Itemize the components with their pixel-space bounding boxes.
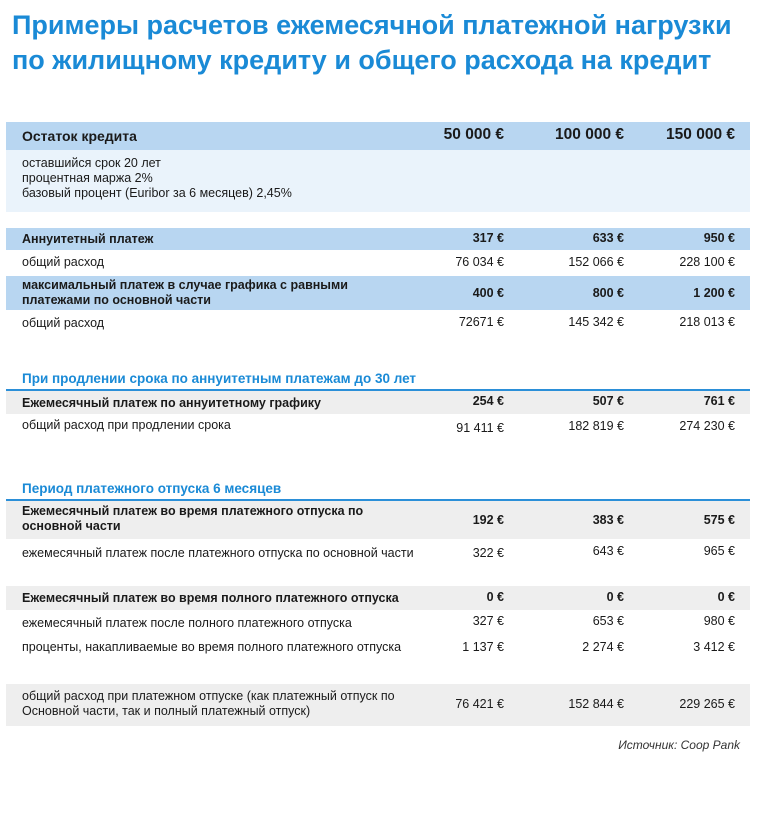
extension-row — [6, 391, 750, 414]
page-title: Примеры расчетов ежемесячной платежной нагрузки по жилищному кредиту и общего расхода на кредит — [12, 10, 732, 75]
holiday-after-principal-2: 643 € — [592, 544, 624, 558]
condition-base-rate: базовый процент (Euribor за 6 месяцев) 2,45% — [22, 186, 292, 200]
header-value-2: 100 000 € — [555, 126, 624, 143]
annuity-total-1: 76 034 € — [455, 255, 504, 269]
conditions-block — [6, 150, 750, 212]
extension-total-3: 274 230 € — [679, 419, 735, 433]
extension-label: Ежемесячный платеж по аннуитетному графику — [22, 396, 321, 410]
holiday-principal-value-3: 575 € — [703, 513, 735, 527]
holiday-interest-row — [6, 636, 750, 664]
extension-value-3: 761 € — [703, 394, 735, 408]
equal-value-3: 1 200 € — [693, 286, 735, 300]
holiday-total-2: 152 844 € — [568, 697, 624, 711]
holiday-after-full-label: ежемесячный платеж после полного платежного отпуска — [22, 616, 352, 630]
header-value-1: 50 000 € — [443, 126, 504, 143]
holiday-interest-1: 1 137 € — [462, 640, 504, 654]
extension-total-label: общий расход при продлении срока — [22, 418, 231, 432]
holiday-principal-value-2: 383 € — [592, 513, 624, 527]
equal-value-1: 400 € — [472, 286, 504, 300]
extension-total-2: 182 819 € — [568, 419, 624, 433]
holiday-after-principal-3: 965 € — [703, 544, 735, 558]
extension-total-1: 91 411 € — [456, 421, 504, 435]
annuity-row — [6, 228, 750, 250]
annuity-total-3: 228 100 € — [679, 255, 735, 269]
holiday-full-row — [6, 586, 750, 610]
source-note: Источник: Coop Pank — [618, 738, 740, 752]
extension-total-row — [6, 414, 750, 442]
equal-total-2: 145 342 € — [568, 315, 624, 329]
annuity-total-label: общий расход — [22, 255, 105, 269]
table-header-row — [6, 122, 750, 150]
holiday-after-full-1: 327 € — [472, 614, 504, 628]
holiday-total-3: 229 265 € — [679, 697, 735, 711]
equal-total-label: общий расход — [22, 316, 105, 330]
holiday-after-full-row — [6, 610, 750, 636]
annuity-label: Аннуитетный платеж — [22, 232, 154, 246]
holiday-after-principal-row — [6, 539, 750, 569]
annuity-total-row — [6, 250, 750, 274]
holiday-total-label: общий расход при платежном отпуске (как платежный отпуск по Основной части, так и полный платежный отпуск) — [22, 689, 395, 718]
equal-total-1: 72671 € — [458, 315, 504, 329]
equal-total-row — [6, 310, 750, 336]
extension-value-1: 254 € — [472, 394, 504, 408]
holiday-after-principal-1: 322 € — [472, 546, 504, 560]
header-value-3: 150 000 € — [666, 126, 735, 143]
holiday-full-value-1: 0 € — [486, 590, 504, 604]
equal-row — [6, 276, 750, 310]
holiday-total-1: 76 421 € — [455, 697, 504, 711]
equal-total-3: 218 013 € — [679, 315, 735, 329]
holiday-after-principal-label: ежемесячный платеж после платежного отпуска по основной части — [22, 546, 414, 560]
holiday-interest-label: проценты, накапливаемые во время полного платежного отпуска — [22, 640, 402, 654]
equal-value-2: 800 € — [592, 286, 624, 300]
holiday-principal-row — [6, 501, 750, 539]
equal-label: максимальный платеж в случае графика с равными платежами по основной части — [22, 278, 348, 307]
holiday-principal-value-1: 192 € — [472, 513, 504, 527]
holiday-interest-3: 3 412 € — [693, 640, 735, 654]
holiday-principal-label: Ежемесячный платеж во время платежного отпуска по основной части — [22, 504, 364, 533]
annuity-total-2: 152 066 € — [568, 255, 624, 269]
annuity-value-3: 950 € — [703, 231, 735, 245]
holiday-full-value-2: 0 € — [606, 590, 624, 604]
holiday-interest-2: 2 274 € — [582, 640, 624, 654]
extension-heading: При продлении срока по аннуитетным платежам до 30 лет — [22, 371, 417, 386]
condition-margin: процентная маржа 2% — [22, 171, 153, 185]
holiday-after-full-2: 653 € — [592, 614, 624, 628]
holiday-after-full-3: 980 € — [703, 614, 735, 628]
holiday-full-value-3: 0 € — [717, 590, 735, 604]
holiday-full-label: Ежемесячный платеж во время полного платежного отпуска — [22, 591, 399, 605]
holiday-total-row — [6, 684, 750, 726]
annuity-value-2: 633 € — [592, 231, 624, 245]
header-label: Остаток кредита — [22, 128, 137, 144]
extension-value-2: 507 € — [592, 394, 624, 408]
holiday-heading: Период платежного отпуска 6 месяцев — [22, 481, 282, 496]
condition-term: оставшийся срок 20 лет — [22, 156, 161, 170]
annuity-value-1: 317 € — [472, 231, 504, 245]
